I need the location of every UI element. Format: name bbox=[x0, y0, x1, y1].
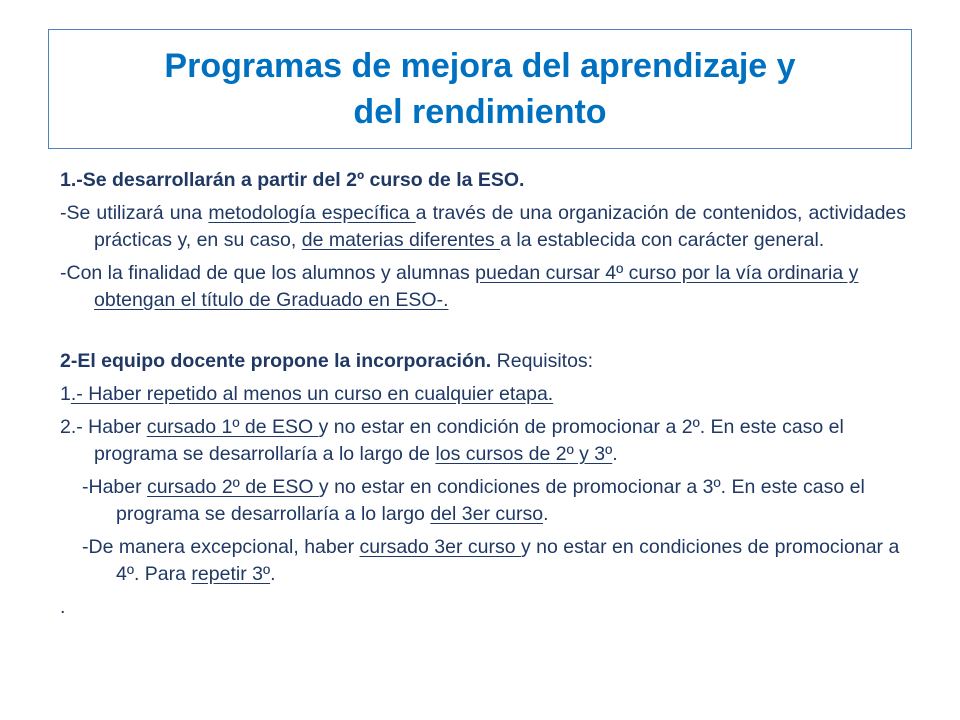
underlined-text: los cursos de 2º y 3º bbox=[435, 443, 613, 465]
spacer bbox=[60, 320, 906, 348]
paragraph-methodology bbox=[60, 200, 906, 254]
underlined-text: cursado 2º de ESO bbox=[147, 476, 319, 498]
text: -Haber bbox=[82, 476, 148, 498]
paragraph-requirement-2 bbox=[60, 414, 906, 468]
text: a través de una organización de contenidos, actividades prácticas y, en su caso, bbox=[94, 202, 907, 251]
paragraph-requirement-2b bbox=[82, 474, 906, 528]
underlined-text: .- Haber repetido al menos un curso en cualquier etapa. bbox=[70, 383, 554, 405]
underlined-text: de materias diferentes bbox=[301, 229, 501, 251]
text: y no estar en condiciones de promocionar a 3º. En este caso el programa se desarrollaría a lo largo bbox=[116, 476, 865, 525]
title-box bbox=[48, 29, 912, 149]
text: -Se utilizará una bbox=[60, 202, 209, 224]
text: . bbox=[270, 563, 276, 585]
paragraph-requirements-heading bbox=[60, 348, 906, 375]
bold-text: 2-El equipo docente propone la incorporación. bbox=[60, 350, 492, 372]
text: a la establecida con carácter general. bbox=[500, 229, 825, 251]
underlined-text: metodología específica bbox=[208, 202, 416, 224]
text: 1 bbox=[60, 383, 71, 405]
paragraph-trailing-dot: . bbox=[60, 596, 66, 618]
underlined-text: cursado 1º de ESO bbox=[146, 416, 319, 438]
underlined-text: repetir 3º bbox=[191, 563, 271, 585]
underlined-text: puedan cursar 4º curso por la vía ordinaria y obtengan el título de Graduado en ESO-. bbox=[94, 262, 859, 311]
text: 2.- Haber bbox=[60, 416, 147, 438]
title-line-1: Programas de mejora del aprendizaje y bbox=[164, 47, 796, 85]
underlined-text: cursado 3er curso bbox=[359, 536, 521, 558]
paragraph-requirement-exceptional bbox=[82, 534, 906, 588]
paragraph-eso-start: 1.-Se desarrollarán a partir del 2º curso de la ESO. bbox=[60, 169, 525, 191]
text: . bbox=[612, 443, 618, 465]
page-title bbox=[70, 43, 890, 135]
paragraph-purpose bbox=[60, 260, 906, 314]
title-line-2: del rendimiento bbox=[353, 93, 607, 131]
text: . bbox=[543, 503, 549, 525]
text: -De manera excepcional, haber bbox=[82, 536, 360, 558]
text: -Con la finalidad de que los alumnos y alumnas bbox=[60, 262, 476, 284]
text: y no estar en condiciones de promocionar a 4º. Para bbox=[116, 536, 900, 585]
text: y no estar en condición de promocionar a 2º. En este caso el programa se desarrollaría a lo largo de bbox=[94, 416, 844, 465]
slide-body bbox=[60, 167, 906, 627]
text: Requisitos: bbox=[491, 350, 594, 372]
underlined-text: del 3er curso bbox=[430, 503, 544, 525]
paragraph-requirement-1 bbox=[60, 381, 906, 408]
